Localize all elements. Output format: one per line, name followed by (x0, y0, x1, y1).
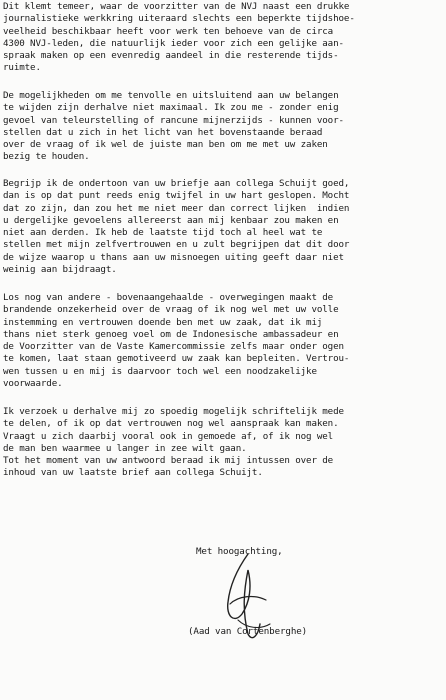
text-line: 4300 NVJ-leden, die natuurlijk ieder voor zich een gelijke aan- (3, 37, 344, 49)
text-line: Tot het moment van uw antwoord beraad ik mij intussen over de (3, 455, 334, 467)
text-line: wen tussen u en mij is daarvoor toch wel een noodzakelijke (3, 365, 317, 377)
text-line: spraak maken op een evenredig aandeel in die resterende tijds- (3, 50, 339, 62)
text-line: de wijze waarop u thans aan uw misnoegen uiting geeft daar niet (3, 251, 344, 263)
text-line: ruimte. (3, 62, 41, 74)
text-line: inhoud van uw laatste brief aan collega Schuijt. (3, 467, 263, 479)
text-line: te komen, laat staan gemotiveerd uw zaak kan bepleiten. Vertrou- (3, 353, 350, 365)
text-line: Ik verzoek u derhalve mij zo spoedig mogelijk schriftelijk mede (3, 406, 344, 417)
text-line: veelheid beschikbaar heeft voor werk ten behoeve van de circa (3, 25, 334, 37)
paragraph-1 (3, 1, 444, 75)
text-line: de man ben waarmee u langer in zee wilt gaan. (3, 442, 247, 454)
text-line: Los nog van andere - bovenaangehaalde - overwegingen maakt de (3, 292, 334, 303)
text-line: Dit klemt temeer, waar de voorzitter van de NVJ naast een drukke (3, 1, 350, 12)
text-line: de Voorzitter van de Vaste Kamercommissie zelfs maar onder ogen (3, 341, 344, 353)
paragraph-3 (3, 178, 444, 276)
text-line: gevoel van teleurstelling of rancune mijnerzijds - kunnen voor- (3, 114, 344, 126)
text-line: Begrijp ik de ondertoon van uw briefje aan collega Schuijt goed, (3, 178, 350, 189)
text-line: bezig te houden. (3, 151, 90, 163)
text-line: thans niet sterk genoeg voel om de Indonesische ambassadeur en (3, 328, 339, 340)
text-line: stellen dat u zich in het licht van het bovenstaande beraad (3, 126, 323, 138)
closing-salutation: Met hoogachting, (196, 546, 283, 557)
text-line: u dergelijke gevoelens allereerst aan mij kenbaar zou maken en (3, 214, 339, 226)
text-line: De mogelijkheden om me tenvolle en uitsluitend aan uw belangen (3, 90, 339, 101)
text-line: te delen, of ik op dat vertrouwen nog wel aanspraak kan maken. (3, 418, 339, 430)
text-line: brandende onzekerheid over de vraag of ik nog wel met uw volle (3, 304, 339, 316)
paragraph-2 (3, 90, 444, 164)
text-line: Vraagt u zich daarbij vooral ook in gemoede af, of ik nog wel (3, 430, 334, 442)
text-line: te wijden zijn derhalve niet maximaal. Ik zou me - zonder enig (3, 102, 339, 114)
text-line: dan is op dat punt reeds enig twijfel in uw hart geslopen. Mocht (3, 190, 350, 202)
text-line: weinig aan bijdraagt. (3, 264, 117, 276)
text-line: stellen met mijn zelfvertrouwen en u zult begrijpen dat dit door (3, 239, 350, 251)
paragraph-5 (3, 406, 444, 480)
signer-name: (Aad van Cortenberghe) (188, 626, 308, 637)
text-line: niet aan derden. Ik heb de laatste tijd toch al heel wat te (3, 227, 323, 239)
text-line: dat zo zijn, dan zou het me niet meer dan correct lijken indien (3, 202, 350, 214)
text-line: instemming en vertrouwen doende ben met uw zaak, dat ik mij (3, 316, 323, 328)
paragraph-4 (3, 292, 444, 390)
text-line: voorwaarde. (3, 378, 63, 390)
text-line: over de vraag of ik wel de juiste man ben om me met uw zaken (3, 139, 328, 151)
text-line: journalistieke werkkring uiteraard slechts een beperkte tijdshoe- (3, 13, 355, 25)
